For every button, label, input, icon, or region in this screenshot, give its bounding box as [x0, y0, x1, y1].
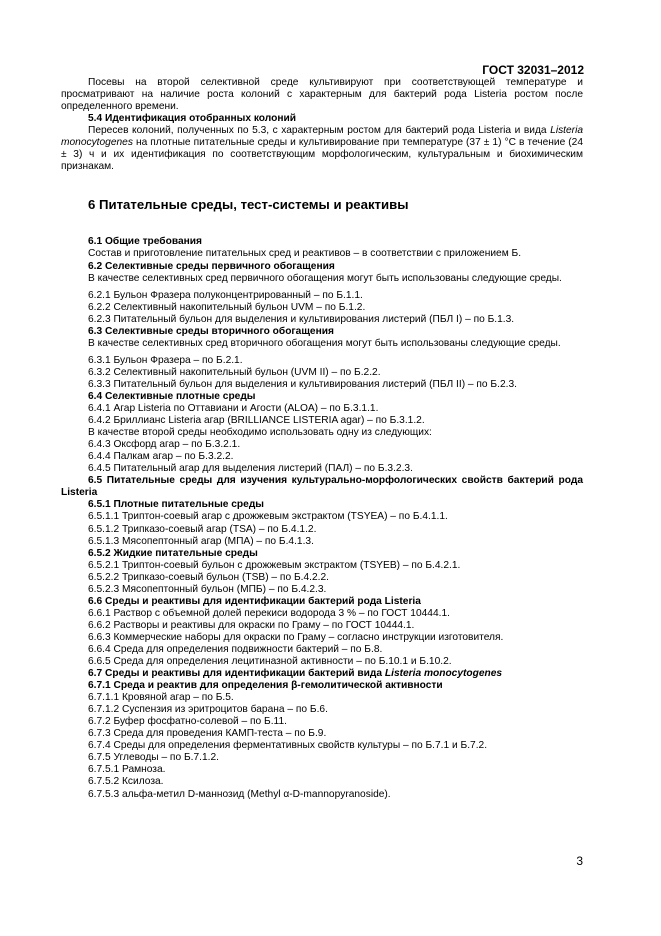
paragraph: В качестве селективных сред первичного обогащения могут быть использованы следующие среды.: [88, 272, 562, 284]
list-item: 6.5.1.2 Трипказо-соевый агар (TSA) – по Б.4.1.2.: [88, 523, 317, 535]
list-item: 6.7.5.1 Рамноза.: [88, 764, 166, 776]
list-item: 6.4.4 Палкам агар – по Б.3.2.2.: [88, 451, 234, 463]
list-item: 6.2.1 Бульон Фразера полуконцентрированный – по Б.1.1.: [88, 289, 363, 301]
list-item: 6.7.1.2 Суспензия из эритроцитов барана – по Б.6.: [88, 704, 328, 716]
list-item: 6.4.3 Оксфорд агар – по Б.3.2.1.: [88, 439, 241, 451]
list-item: 6.7.5.2 Ксилоза.: [88, 776, 164, 788]
list-item: 6.6.3 Коммерческие наборы для окраски по Граму – согласно инструкции изготовителя.: [88, 631, 504, 643]
list-item: 6.7.3 Среда для проведения КАМП-теста – по Б.9.: [88, 728, 327, 740]
list-item: 6.4.5 Питательный агар для выделения листерий (ПАЛ) – по Б.3.2.3.: [88, 463, 413, 475]
clause-heading-6-3: 6.3 Селективные среды вторичного обогащения: [88, 325, 334, 337]
list-item: 6.7.4 Среды для определения ферментативных свойств культуры – по Б.7.1 и Б.7.2.: [88, 740, 488, 752]
list-item: 6.7.5 Углеводы – по Б.7.1.2.: [88, 752, 219, 764]
list-item: 6.4.2 Бриллианс Listeria агар (BRILLIANCE LISTERIA agar) – по Б.3.1.2.: [88, 415, 425, 427]
list-item: 6.3.2 Селективный накопительный бульон (UVM II) – по Б.2.2.: [88, 366, 381, 378]
list-item: 6.6.1 Раствор с объемной долей перекиси водорода 3 % – по ГОСТ 10444.1.: [88, 607, 450, 619]
list-item: 6.4.1 Агар Listeria по Оттавиани и Агости (ALOA) – по Б.3.1.1.: [88, 403, 379, 415]
clause-heading-6-4: 6.4 Селективные плотные среды: [88, 390, 256, 402]
list-item: 6.3.3 Питательный бульон для выделения и культивирования листерий (ПБЛ II) – по Б.2.3.: [88, 378, 517, 390]
clause-heading-6-5-1: 6.5.1 Плотные питательные среды: [88, 499, 264, 511]
clause-heading-6-5: 6.5 Питательные среды для изучения культурально-морфологических свойств бактерий рода Listeria: [61, 475, 583, 499]
clause-heading-6-7-1: 6.7.1 Среда и реактив для определения β-гемолитической активности: [88, 680, 443, 692]
list-item: 6.3.1 Бульон Фразера – по Б.2.1.: [88, 354, 243, 366]
paragraph: Состав и приготовление питательных сред и реактивов – в соответствии с приложением Б.: [88, 248, 522, 260]
list-item: 6.5.2.1 Триптон-соевый бульон с дрожжевым экстрактом (TSYEB) – по Б.4.2.1.: [88, 559, 461, 571]
clause-heading-6-6: 6.6 Среды и реактивы для идентификации бактерий рода Listeria: [88, 595, 421, 607]
text-run: на плотные питательные среды и культивирование при температуре (37 ± 1) °С в течение (24 ± 3) ч и их идентификация по соответствующим морфологическим, культуральным и биохимическим признакам.: [61, 137, 583, 173]
list-item: 6.5.1.3 Мясопептонный агар (МПА) – по Б.4.1.3.: [88, 535, 314, 547]
list-item: 6.2.3 Питательный бульон для выделения и культивирования листерий (ПБЛ I) – по Б.1.3.: [88, 313, 515, 325]
standard-code-header: ГОСТ 32031–2012: [482, 63, 584, 77]
list-item: 6.2.2 Селективный накопительный бульон UVM – по Б.1.2.: [88, 301, 366, 313]
clause-heading-6-5-2: 6.5.2 Жидкие питательные среды: [88, 547, 258, 559]
list-item: 6.5.2.3 Мясопептонный бульон (МПБ) – по Б.4.2.3.: [88, 583, 327, 595]
paragraph: [61, 125, 583, 173]
paragraph: Посевы на второй селективной среде культивируют при соответствующей температуре и просматривают на наличие роста колоний с характерным для бактерий рода Listeria ростом после определенного времени.: [61, 77, 583, 113]
list-item: 6.7.2 Буфер фосфатно-солевой – по Б.11.: [88, 716, 287, 728]
species-name: Listeria monocytogenes: [384, 668, 503, 680]
document-body: [61, 77, 583, 801]
clause-heading-6-1: 6.1 Общие требования: [88, 236, 202, 248]
paragraph: В качестве второй среды необходимо использовать одну из следующих:: [88, 427, 432, 439]
clause-heading-5-4: 5.4 Идентификация отобранных колоний: [88, 113, 296, 125]
section-title-6: 6 Питательные среды, тест-системы и реактивы: [88, 197, 409, 213]
list-item: 6.5.2.2 Трипказо-соевый бульон (TSB) – по Б.4.2.2.: [88, 571, 329, 583]
list-item: 6.5.1.1 Триптон-соевый агар с дрожжевым экстрактом (TSYEA) – по Б.4.1.1.: [88, 511, 448, 523]
list-item: 6.6.4 Среда для определения подвижности бактерий – по Б.8.: [88, 643, 383, 655]
paragraph: В качестве селективных сред вторичного обогащения могут быть использованы следующие среды.: [88, 337, 561, 349]
list-item: 6.6.5 Среда для определения лецитиназной активности – по Б.10.1 и Б.10.2.: [88, 656, 452, 668]
text-run: Пересев колоний, полученных по 5.3, с характерным ростом для бактерий рода Listeria и вида: [88, 125, 551, 137]
species-name: Listeria monocytogenes: [61, 125, 583, 149]
text-run: 6.7 Среды и реактивы для идентификации бактерий вида: [88, 668, 385, 680]
clause-heading-6-2: 6.2 Селективные среды первичного обогащения: [88, 260, 335, 272]
list-item: 6.7.5.3 альфа-метил D-маннозид (Methyl α-D-mannopyranoside).: [88, 788, 391, 800]
page-number: 3: [576, 854, 583, 868]
clause-heading-6-7: [61, 668, 583, 680]
list-item: 6.7.1.1 Кровяной агар – по Б.5.: [88, 692, 234, 704]
list-item: 6.6.2 Растворы и реактивы для окраски по Граму – по ГОСТ 10444.1.: [88, 619, 415, 631]
